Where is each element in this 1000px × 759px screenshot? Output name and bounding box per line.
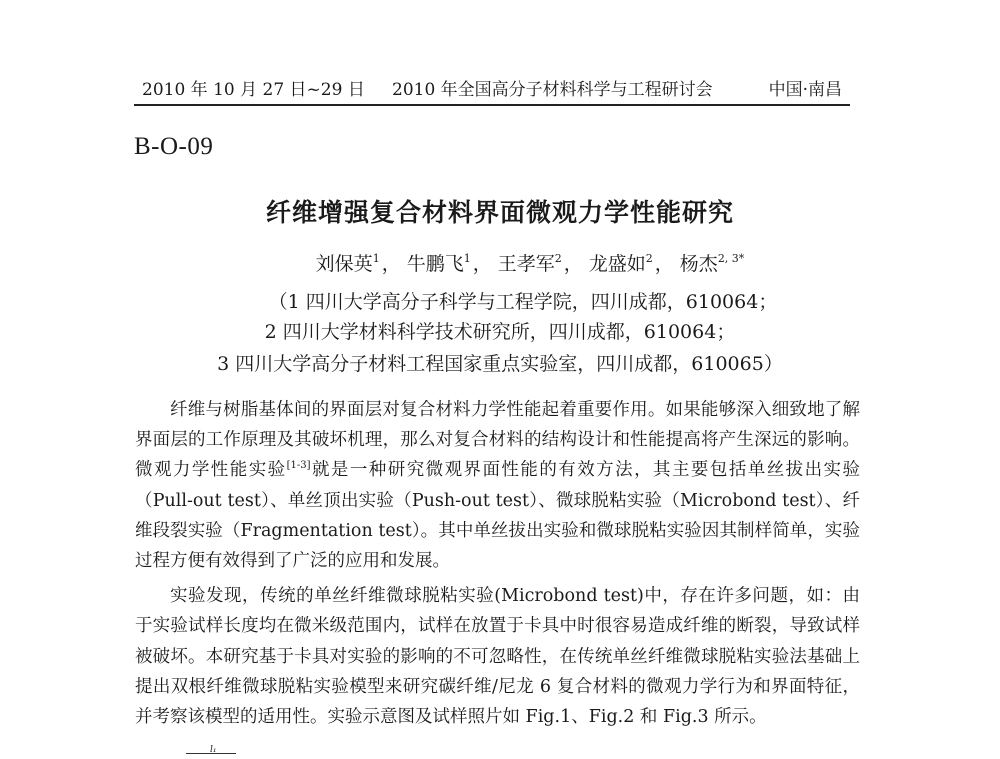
header-conference: 2010 年全国高分子材料科学与工程研讨会 xyxy=(392,80,713,100)
paragraph-2: 实验发现，传统的单丝纤维微球脱粘实验(Microbond test)中，存在许多问题，如：由于实验试样长度均在微米级范围内，试样在放置于卡具中时很容易造成纤维的断裂，导致试样被破坏。本研究基于卡具对实验的影响的不可忽略性，在传统单丝纤维微球脱粘实验法基础上提出双根纤维微球脱粘实验模型来研究碳纤维/尼龙 6 复合材料的微观力学行为和界面特征，并考察该模型的适用性。实验示意图及试样照片如 Fig.1、Fig.2 和 Fig.3 所示。 xyxy=(135,586,860,728)
author-separator: ， xyxy=(654,253,674,275)
running-header xyxy=(134,75,850,105)
affiliation-3: 3 四川大学高分子材料工程国家重点实验室，四川成都，610065） xyxy=(217,353,783,375)
author: 杨杰$^{2, 3*}$ xyxy=(679,252,745,275)
author: 刘保英$^1$ xyxy=(315,252,380,275)
figure-dimension-label: l₁ xyxy=(210,745,217,755)
paper-id: B-O-09 xyxy=(134,133,214,160)
author-separator: ， xyxy=(563,253,583,275)
author-separator: ， xyxy=(472,253,492,275)
author-separator: ， xyxy=(381,253,401,275)
affiliation-2: 2 四川大学材料科学技术研究所，四川成都，610064； xyxy=(264,321,736,343)
header-place: 中国·南昌 xyxy=(768,80,842,100)
author-list xyxy=(0,250,1000,278)
author: 龙盛如$^2$ xyxy=(588,252,653,275)
author: 牛鹏飞$^1$ xyxy=(406,252,471,275)
figure-fragment xyxy=(186,745,246,759)
paragraph-1: 纤维与树脂基体间的界面层对复合材料力学性能起着重要作用。如果能够深入细致地了解界面层的工作原理及其破坏机理，那么对复合材料的结构设计和性能提高将产生深远的影响。微观力学性能实验[1-3]就是一种研究微观界面性能的有效方法，其主要包括单丝拔出实验（Pull-out test）、单丝顶出实验（Push-out test）、微球脱粘实验（Microbond test）、纤维段裂实验（Fragmentation test）。其中单丝拔出实验和微球脱粘实验因其制样简单，实验过程方便有效得到了广泛的应用和发展。 xyxy=(135,400,861,572)
paper-title: 纤维增强复合材料界面微观力学性能研究 xyxy=(265,198,734,227)
body-text xyxy=(135,395,860,737)
author: 王孝军$^2$ xyxy=(497,252,562,275)
figure-dimension-line xyxy=(186,753,236,754)
citation-ref: [1-3] xyxy=(286,460,311,472)
header-date: 2010 年 10 月 27 日~29 日 xyxy=(142,80,365,100)
affiliation-1: （1 四川大学高分子科学与工程学院，四川成都，610064； xyxy=(268,291,778,313)
header-rule xyxy=(134,104,850,106)
